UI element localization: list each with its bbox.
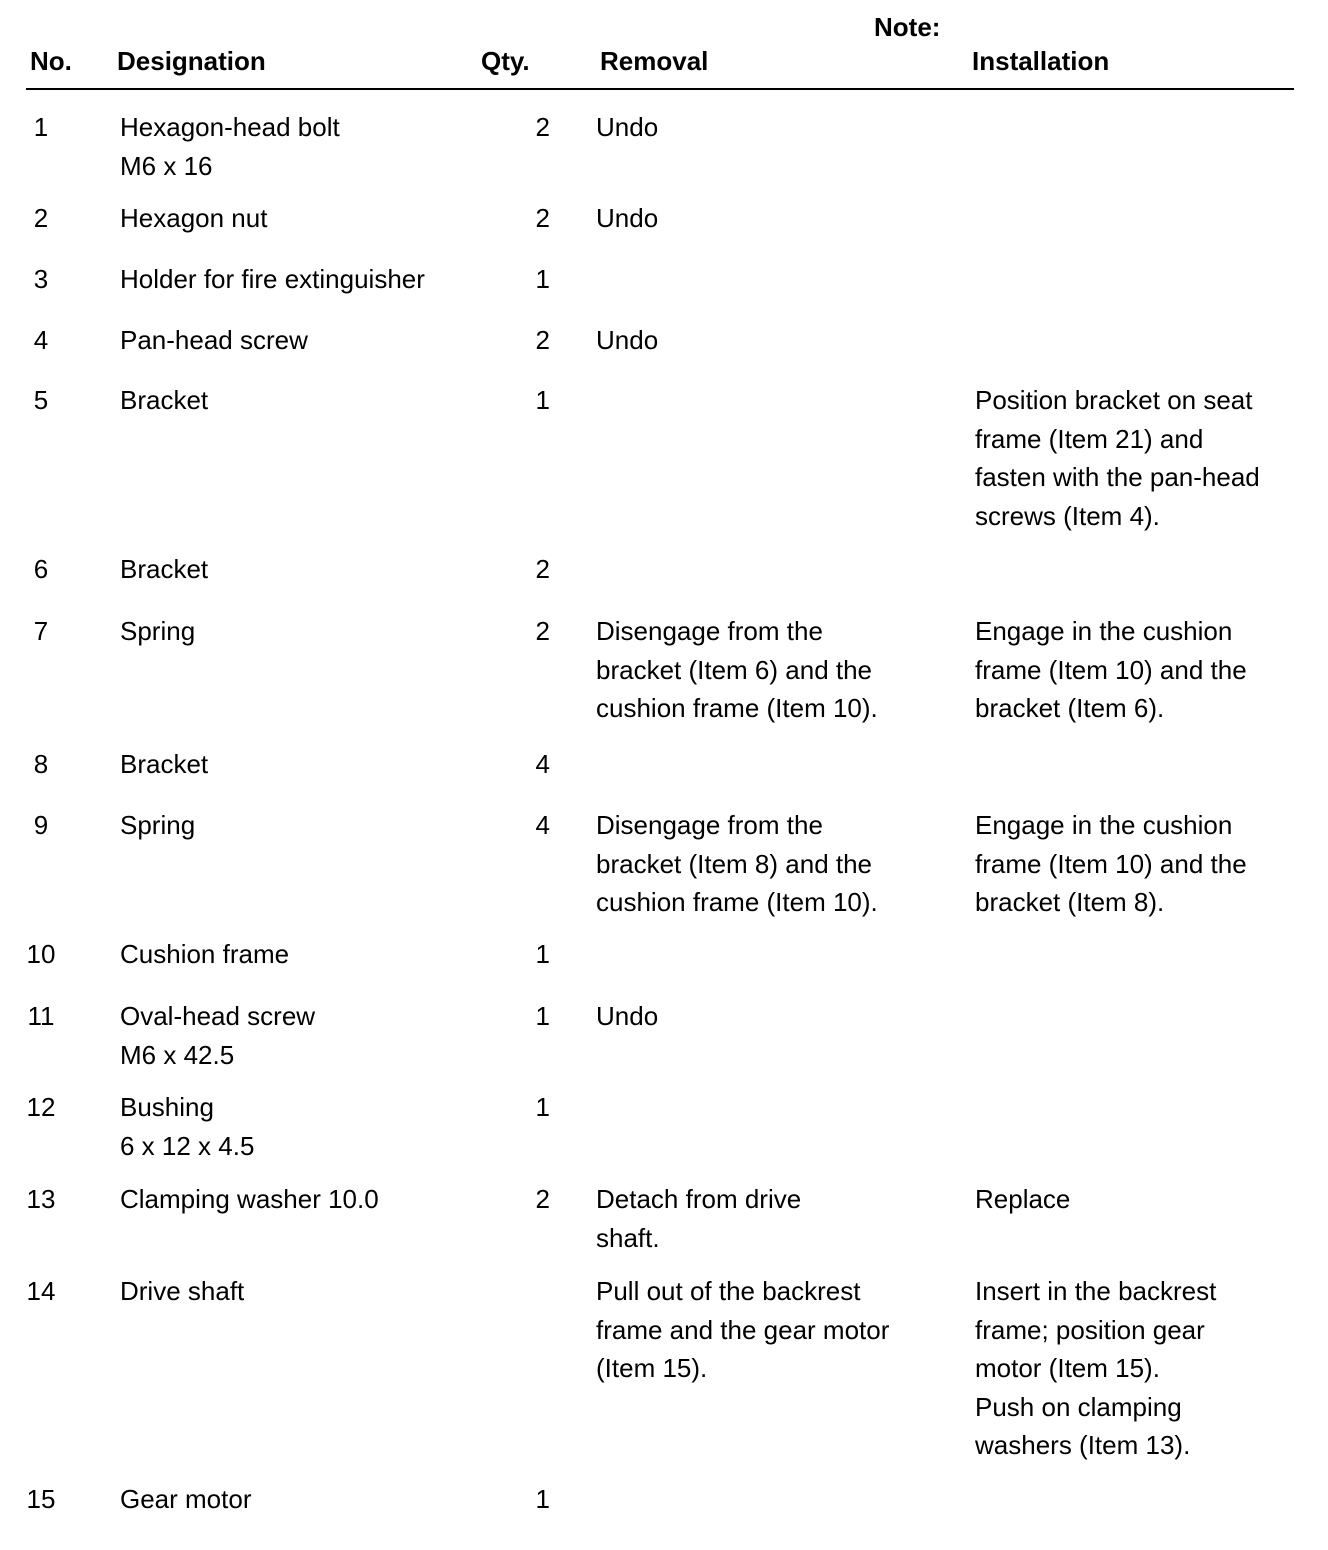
row-1-designation-line-2: M6 x 16 [120,150,213,181]
row-7-qty: 2 [535,616,550,646]
row-1-qty: 2 [535,112,550,142]
row-7-installation-line-3: bracket (Item 6). [975,693,1165,723]
row-14-no: 14 [26,1276,56,1306]
header-no: No. [30,46,72,76]
row-2-no: 2 [33,203,49,233]
row-10-designation: Cushion frame [120,939,290,969]
row-4-no: 4 [33,325,49,355]
row-9-designation: Spring [120,810,196,840]
row-5-qty: 1 [535,385,550,415]
row-12-designation-line-2: 6 x 12 x 4.5 [120,1130,255,1161]
row-7-installation-line-2: frame (Item 10) and the [975,654,1247,685]
row-2-qty: 2 [535,203,550,233]
row-8-no: 8 [33,749,49,779]
note-label: Note: [874,12,941,42]
header-rule [26,88,1294,90]
row-11-qty: 1 [535,1001,550,1031]
row-14-designation: Drive shaft [120,1276,245,1306]
row-7-removal-line-2: bracket (Item 6) and the [596,654,873,685]
row-9-removal-line-1: Disengage from the [596,810,823,840]
row-11-designation-line-1: Oval-head screw [120,1001,316,1031]
row-9-no: 9 [33,810,49,840]
row-1-no: 1 [33,112,49,142]
row-13-removal-line-1: Detach from drive [596,1184,802,1214]
row-5-installation-line-2: frame (Item 21) and [975,423,1204,454]
row-10-no: 10 [26,939,56,969]
row-3-qty: 1 [535,264,550,294]
row-11-no: 11 [27,1001,55,1031]
row-7-removal-line-3: cushion frame (Item 10). [596,693,878,723]
row-4-designation: Pan-head screw [120,325,308,355]
row-15-qty: 1 [535,1484,550,1514]
row-5-installation-line-1: Position bracket on seat [975,385,1253,415]
row-11-removal: Undo [596,1001,659,1031]
row-11-designation-line-2: M6 x 42.5 [120,1039,235,1070]
row-7-removal-line-1: Disengage from the [596,616,823,646]
row-13-no: 13 [26,1184,56,1214]
row-1-designation-line-1: Hexagon-head bolt [120,112,340,142]
row-13-removal-line-2: shaft. [596,1222,660,1253]
row-5-designation: Bracket [120,385,209,415]
row-9-removal-line-3: cushion frame (Item 10). [596,887,878,917]
row-7-designation: Spring [120,616,196,646]
row-14-removal-line-3: (Item 15). [596,1353,708,1383]
row-8-designation: Bracket [120,749,209,779]
row-14-installation-line-1: Insert in the backrest [975,1276,1217,1306]
header-designation: Designation [117,46,266,76]
row-5-installation-line-3: fasten with the pan-head [975,462,1260,492]
row-3-no: 3 [33,264,49,294]
row-13-installation: Replace [975,1184,1071,1214]
row-2-removal: Undo [596,203,659,233]
row-12-designation-line-1: Bushing [120,1092,214,1122]
row-13-qty: 2 [535,1184,550,1214]
row-4-removal: Undo [596,325,659,355]
header-removal: Removal [600,46,709,76]
row-12-qty: 1 [535,1092,550,1122]
row-9-installation-line-2: frame (Item 10) and the [975,848,1247,879]
row-15-designation: Gear motor [120,1484,252,1514]
row-6-qty: 2 [535,554,550,584]
row-5-no: 5 [33,385,49,415]
row-14-removal-line-2: frame and the gear motor [596,1314,890,1345]
row-15-no: 15 [26,1484,56,1514]
row-12-no: 12 [26,1092,56,1122]
row-7-installation-line-1: Engage in the cushion [975,616,1233,646]
row-14-installation-line-2: frame; position gear [975,1314,1205,1345]
row-2-designation: Hexagon nut [120,203,268,233]
row-1-removal: Undo [596,112,659,142]
header-installation: Installation [972,46,1110,76]
row-4-qty: 2 [535,325,550,355]
row-9-installation-line-1: Engage in the cushion [975,810,1233,840]
row-8-qty: 4 [535,749,550,779]
row-14-removal-line-1: Pull out of the backrest [596,1276,861,1306]
row-9-installation-line-3: bracket (Item 8). [975,887,1165,917]
row-14-installation-line-4: Push on clamping [975,1391,1182,1422]
row-7-no: 7 [33,616,49,646]
row-3-designation: Holder for fire extinguisher [120,264,425,294]
row-14-installation-line-3: motor (Item 15). [975,1353,1160,1383]
row-6-no: 6 [33,554,49,584]
row-14-installation-line-5: washers (Item 13). [975,1430,1191,1460]
header-qty: Qty. [481,46,530,76]
row-9-qty: 4 [535,810,550,840]
row-13-designation: Clamping washer 10.0 [120,1184,379,1214]
row-9-removal-line-2: bracket (Item 8) and the [596,848,873,879]
row-5-installation-line-4: screws (Item 4). [975,500,1160,531]
row-10-qty: 1 [535,939,550,969]
row-6-designation: Bracket [120,554,209,584]
